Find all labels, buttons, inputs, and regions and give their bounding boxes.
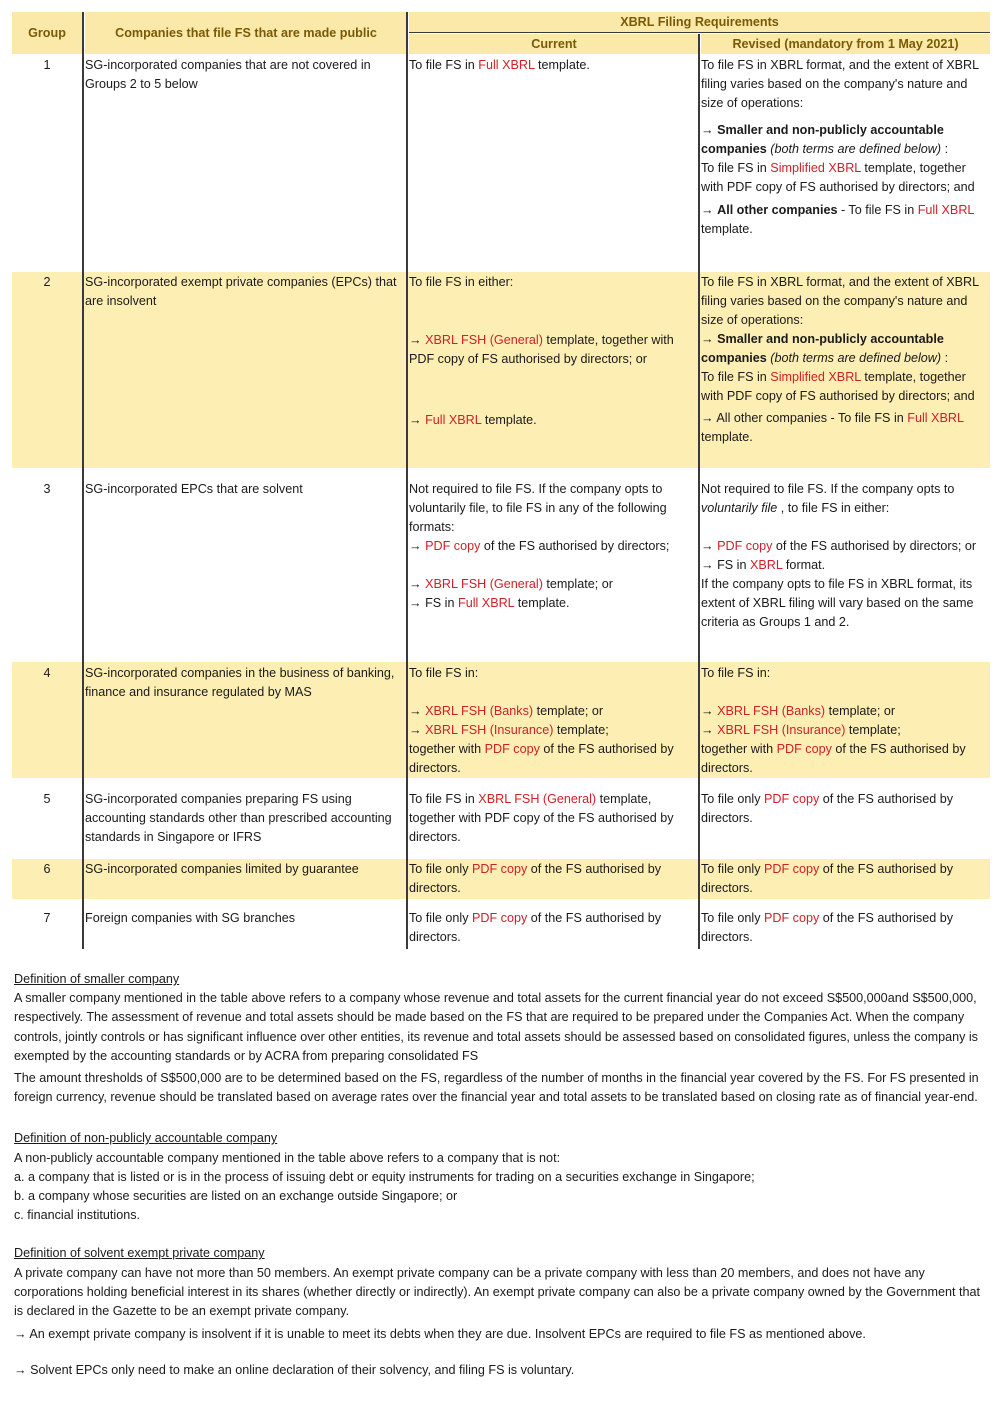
revised-requirement: To file FS in XBRL format, and the extent of XBRL filing varies based on the company's nature and size of operations: → Smaller and non-publicly accountable companies (both terms are defined below) : To file FS in Simplified XBRL template, together with PDF copy of FS authorised by directors; and → All other companies - To file FS in Full XBRL template. <box>701 58 979 236</box>
company-type: SG-incorporated companies that are not covered in Groups 2 to 5 below <box>85 58 371 91</box>
definition-title: Definition of non-publicly accountable company <box>14 1131 278 1146</box>
header-xbrl: XBRL Filing Requirements <box>409 12 990 32</box>
current-requirement: To file FS in Full XBRL template. <box>409 58 590 72</box>
column-divider <box>406 12 408 949</box>
definition-text: The amount thresholds of S$500,000 are to be determined based on the FS, regardless of the number of months in the financial year covered by the FS. For FS presented in foreign currency, revenue should be translated based on average rates over the financial year and total assets to be translated based on closing rate as of financial year-end. <box>14 1071 979 1105</box>
revised-requirement: To file only PDF copy of the FS authorised by directors. <box>701 792 954 825</box>
table-row <box>12 272 990 468</box>
current-requirement: To file only PDF copy of the FS authorised by directors. <box>409 862 662 895</box>
revised-requirement: Not required to file FS. If the company opts to voluntarily file , to file FS in either: → PDF copy of the FS authorised by directors; or → FS in XBRL format. If the company opts to file FS in XBRL format, its extent of XBRL filing will vary based on the same criteria as Groups 1 and 2. <box>701 482 977 629</box>
group-number: 4 <box>43 666 51 680</box>
definition-list-item: a. a company that is listed or is in the process of issuing debt or equity instruments for trading on a securities exchange in Singapore; <box>14 1169 755 1184</box>
group-number: 7 <box>43 911 51 925</box>
header-current: Current <box>409 34 699 54</box>
definition-text: A smaller company mentioned in the table above refers to a company whose revenue and total assets for the current financial year do not exceed S$500,000and S$500,000, respectively. The assessment of revenue and total assets should be made based on the FS that are required to be prepared under the Companies Act. When the company controls, jointly controls or has significant influence over other entities, its revenue and total assets should be assessed based on consolidated figures, unless the company is exempted by the accounting standards or by ACRA from preparing consolidated FS <box>14 991 978 1063</box>
definition-text: A non-publicly accountable company mentioned in the table above refers to a company that is not: <box>14 1150 561 1165</box>
group-number: 5 <box>43 792 51 806</box>
header-revised: Revised (mandatory from 1 May 2021) <box>701 34 990 54</box>
current-requirement: To file FS in XBRL FSH (General) template, together with PDF copy of the FS authorised by directors. <box>409 792 674 844</box>
company-type: SG-incorporated companies in the business of banking, finance and insurance regulated by MAS <box>85 666 395 699</box>
definition-title: Definition of solvent exempt private company <box>14 1246 265 1261</box>
revised-requirement: To file FS in: → XBRL FSH (Banks) template; or → XBRL FSH (Insurance) template; together with PDF copy of the FS authorised by directors. <box>701 666 966 775</box>
table-row <box>12 790 990 860</box>
column-divider <box>82 12 84 949</box>
definition-text: → An exempt private company is insolvent if it is unable to meet its debts when they are due. Insolvent EPCs are required to file FS as mentioned above. <box>14 1327 866 1342</box>
group-number: 6 <box>43 862 51 876</box>
header-group: Group <box>12 12 82 54</box>
definition-list-item: c. financial institutions. <box>14 1208 140 1223</box>
header-companies: Companies that file FS that are made public <box>85 12 407 54</box>
revised-requirement: To file only PDF copy of the FS authorised by directors. <box>701 862 954 895</box>
definition-title: Definition of smaller company <box>14 972 180 986</box>
header-divider <box>409 32 990 33</box>
company-type: SG-incorporated companies preparing FS using accounting standards other than prescribed accounting standards in Singapore or IFRS <box>85 792 392 844</box>
current-requirement: To file FS in: → XBRL FSH (Banks) template; or → XBRL FSH (Insurance) template; together with PDF copy of the FS authorised by directors. <box>409 666 674 775</box>
definition-text: → Solvent EPCs only need to make an online declaration of their solvency, and filing FS is voluntary. <box>14 1363 575 1378</box>
table-row <box>12 480 990 664</box>
company-type: SG-incorporated EPCs that are solvent <box>85 482 303 496</box>
definitions-section <box>14 970 989 1381</box>
definition-text: A private company can have not more than 50 members. An exempt private company can be a private company with less than 20 members, and does not have any corporations holding beneficial interest in its shares (whether directly or indirectly). An exempt private company can also be a private company owned by the Government that is declared in the Gazette to be an exempt private company. <box>14 1265 981 1319</box>
revised-requirement: To file only PDF copy of the FS authorised by directors. <box>701 911 954 944</box>
group-number: 2 <box>43 275 51 289</box>
column-divider <box>698 34 700 949</box>
revised-requirement: To file FS in XBRL format, and the extent of XBRL filing varies based on the company's nature and size of operations: → Smaller and non-publicly accountable companies (both terms are defined below) : To file FS in Simplified XBRL template, together with PDF copy of FS authorised by directors; and → All other companies - To file FS in Full XBRL template. <box>701 275 979 444</box>
table-row <box>12 859 990 899</box>
group-number: 3 <box>43 482 51 496</box>
definition-list-item: b. a company whose securities are listed on an exchange outside Singapore; or <box>14 1189 458 1204</box>
table-row <box>12 909 990 949</box>
table-row <box>12 662 990 778</box>
current-requirement: To file FS in either: → XBRL FSH (General) template, together with PDF copy of FS authorised by directors; or → Full XBRL template. <box>409 275 674 427</box>
company-type: SG-incorporated exempt private companies (EPCs) that are insolvent <box>85 275 397 308</box>
company-type: SG-incorporated companies limited by guarantee <box>85 862 359 876</box>
current-requirement: To file only PDF copy of the FS authorised by directors. <box>409 911 662 944</box>
company-type: Foreign companies with SG branches <box>85 911 295 925</box>
current-requirement: Not required to file FS. If the company opts to voluntarily file, to file FS in any of the following formats: → PDF copy of the FS authorised by directors; → XBRL FSH (General) template; or → FS in Full XBRL template. <box>409 482 670 610</box>
table-row <box>12 56 990 270</box>
group-number: 1 <box>43 58 51 72</box>
